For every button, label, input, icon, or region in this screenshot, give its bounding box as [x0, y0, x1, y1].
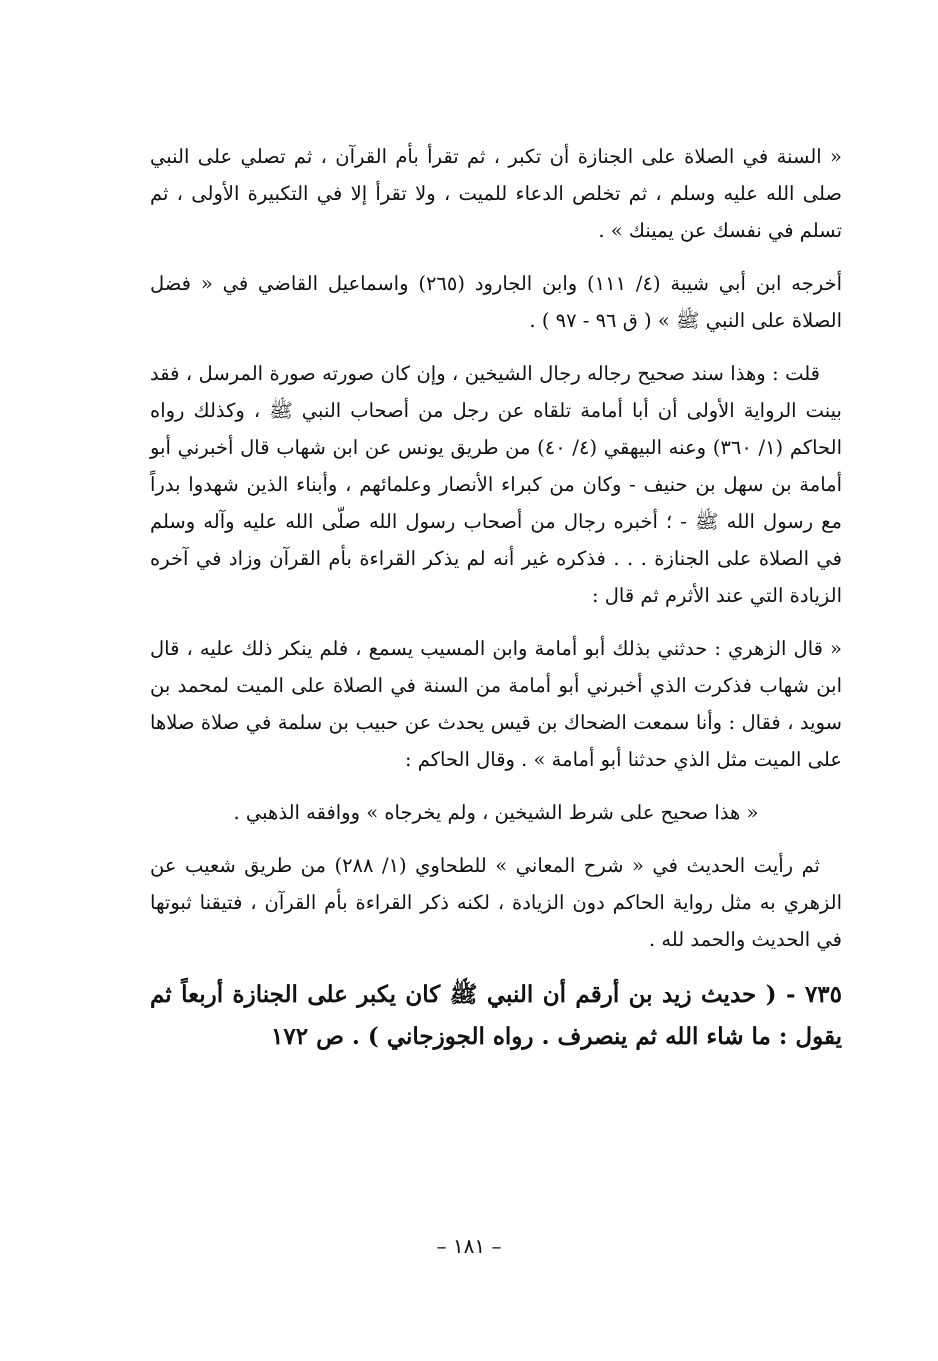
- hakim-grading-line: « هذا صحيح على شرط الشيخين ، ولم يخرجاه » ووافقه الذهبي .: [233, 801, 759, 824]
- tahawi-paragraph: ثم رأيت الحديث في « شرح المعاني » للطحاوي (١/ ٢٨٨) من طريق شعيب عن الزهري به مثل رواية الحاكم دون الزيادة ، لكنه ذكر القراءة بأم القرآن ، فتيقنا ثبوتها في الحديث والحمد لله .: [150, 854, 842, 951]
- page-number: – ١٨١ –: [436, 1234, 502, 1258]
- quote-paragraph-sunnah: « السنة في الصلاة على الجنازة أن تكبر ، ثم تقرأ بأم القرآن ، ثم تصلي على النبي صلى الله عليه وسلم ، ثم تخلص الدعاء للميت ، ولا تقرأ إلا في التكبيرة الأولى ، ثم تسلم في نفسك عن يمينك » .: [150, 145, 842, 242]
- commentary-paragraph: قلت : وهذا سند صحيح رجاله رجال الشيخين ، وإن كان صورته صورة المرسل ، فقد بينت الرواية الأولى أن أبا أمامة تلقاه عن رجل من أصحاب النبي ﷺ ، وكذلك رواه الحاكم (١/ ٣٦٠) وعنه البيهقي (٤/ ٤٠) من طريق يونس عن ابن شهاب قال أخبرني أبو أمامة بن سهل بن حنيف - وكان من كبراء الأنصار وعلمائهم ، وأبناء الذين شهدوا بدراً مع رسول الله ﷺ - ؛ أخبره رجال من أصحاب رسول الله صلّى الله عليه وآله وسلم في الصلاة على الجنازة . . . فذكره غير أنه لم يذكر القراءة بأم القرآن وزاد في آخره الزيادة التي عند الأثرم ثم قال :: [150, 362, 842, 607]
- takhrij-paragraph: أخرجه ابن أبي شيبة (٤/ ١١١) وابن الجارود (٢٦٥) واسماعيل القاضي في « فضل الصلاة على النبي ﷺ » ( ق ٩٦ - ٩٧ ) .: [150, 272, 842, 332]
- zuhri-quote-paragraph: « قال الزهري : حدثني بذلك أبو أمامة وابن المسيب يسمع ، فلم ينكر ذلك عليه ، قال ابن شهاب فذكرت الذي أخبرني أبو أمامة من السنة في الصلاة على الميت لمحمد بن سويد ، فقال : وأنا سمعت الضحاك بن قيس يحدث عن حبيب بن سلمة في صلاة صلاها على الميت مثل الذي حدثنا أبو أمامة » . وقال الحاكم :: [150, 637, 842, 771]
- hadith-heading-735: ٧٣٥ - ( حديث زيد بن أرقم أن النبي ﷺ كان يكبر على الجنازة أربعاً ثم يقول : ما شاء الله ثم ينصرف . رواه الجوزجاني ) . ص ١٧٢: [150, 981, 842, 1050]
